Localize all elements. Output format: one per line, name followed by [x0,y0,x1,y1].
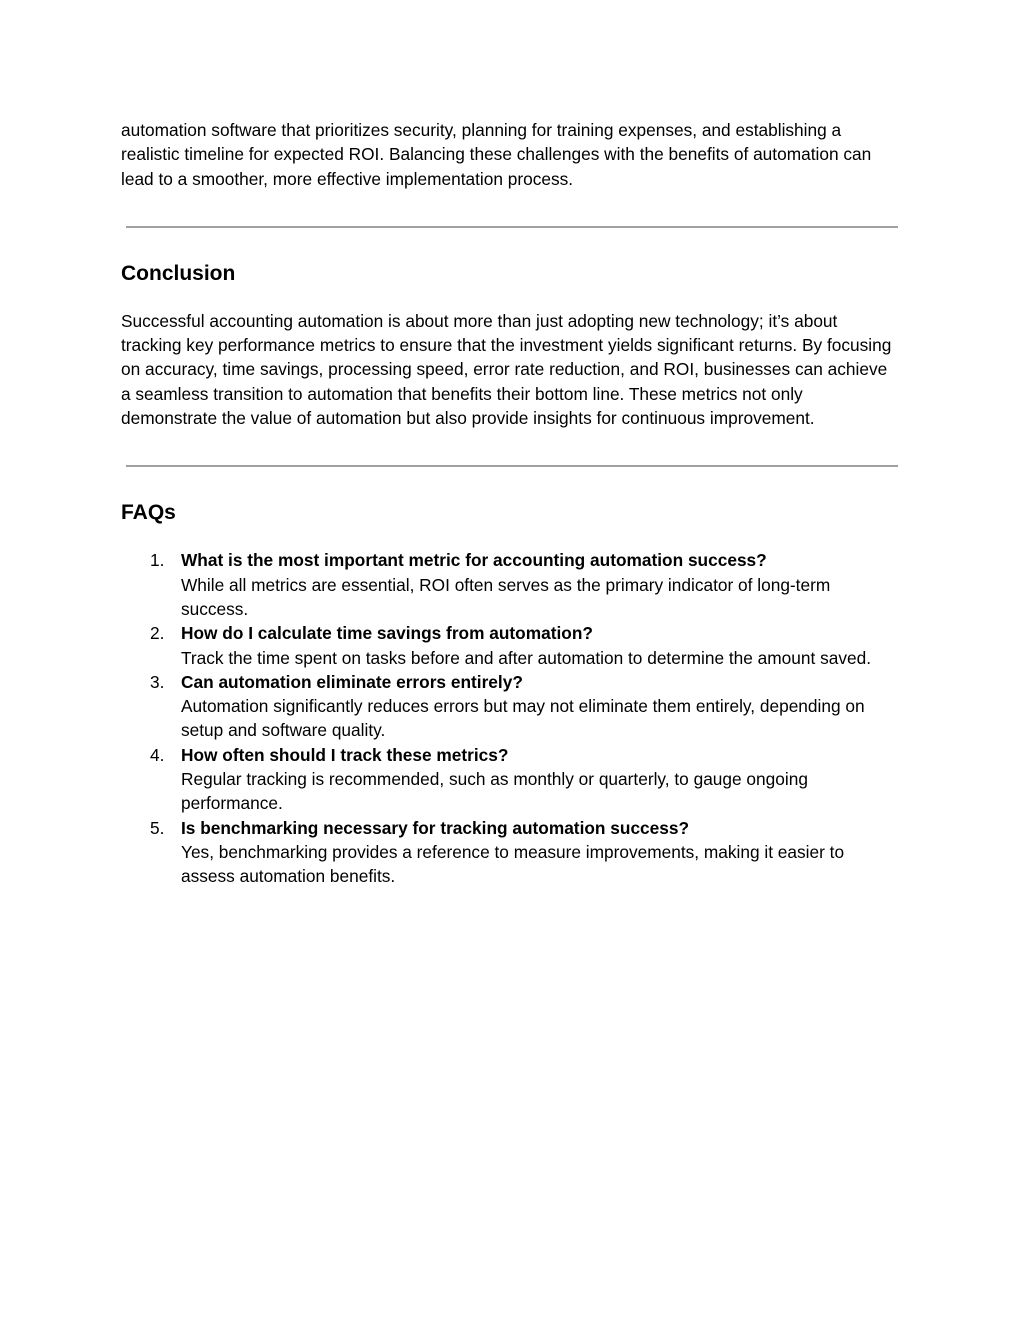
faq-answer: While all metrics are essential, ROI often serves as the primary indicator of long-term success. [181,574,831,619]
faq-answer: Track the time spent on tasks before and after automation to determine the amount saved. [181,647,872,668]
faq-item-4 [121,743,901,816]
faq-answer: Regular tracking is recommended, such as monthly or quarterly, to gauge ongoing performance. [181,769,808,814]
faq-question: Can automation eliminate errors entirely? [181,671,523,692]
faq-number: 4. [150,744,165,765]
faq-number: 3. [150,671,165,692]
faq-item-2 [121,621,901,670]
faq-answer: Automation significantly reduces errors but may not eliminate them entirely, depending on setup and software quality. [181,696,865,741]
faq-item-3 [121,670,901,743]
faq-answer: Yes, benchmarking provides a reference to measure improvements, making it easier to assess automation benefits. [181,841,845,887]
faq-number: 1. [150,550,165,571]
faq-list [121,548,901,888]
conclusion-paragraph: Successful accounting automation is about more than just adopting new technology; it’s about tracking key performance metrics to ensure that the investment yields significant returns. By focusing on accuracy, time savings, processing speed, error rate reduction, and ROI, businesses can achieve a seamless transition to automation that benefits their bottom line. These metrics not only demonstrate the value of automation but also provide insights for continuous improvement. [121,310,892,429]
faq-question: How do I calculate time savings from automation? [181,623,593,644]
faq-item-5 [121,816,901,889]
conclusion-heading: Conclusion [121,261,236,285]
faq-number: 5. [150,817,165,838]
faq-number: 2. [150,623,165,644]
faqs-heading: FAQs [121,501,176,525]
intro-paragraph: automation software that prioritizes security, planning for training expenses, and establishing a realistic timeline for expected ROI. Balancing these challenges with the benefits of automation can lead to a smoother, more effective implementation process. [121,120,872,189]
document-page [121,118,901,889]
faq-question: Is benchmarking necessary for tracking automation success? [181,817,690,838]
faq-question: What is the most important metric for accounting automation success? [181,550,767,571]
faq-question: How often should I track these metrics? [181,744,509,765]
faq-item-1 [121,548,901,621]
